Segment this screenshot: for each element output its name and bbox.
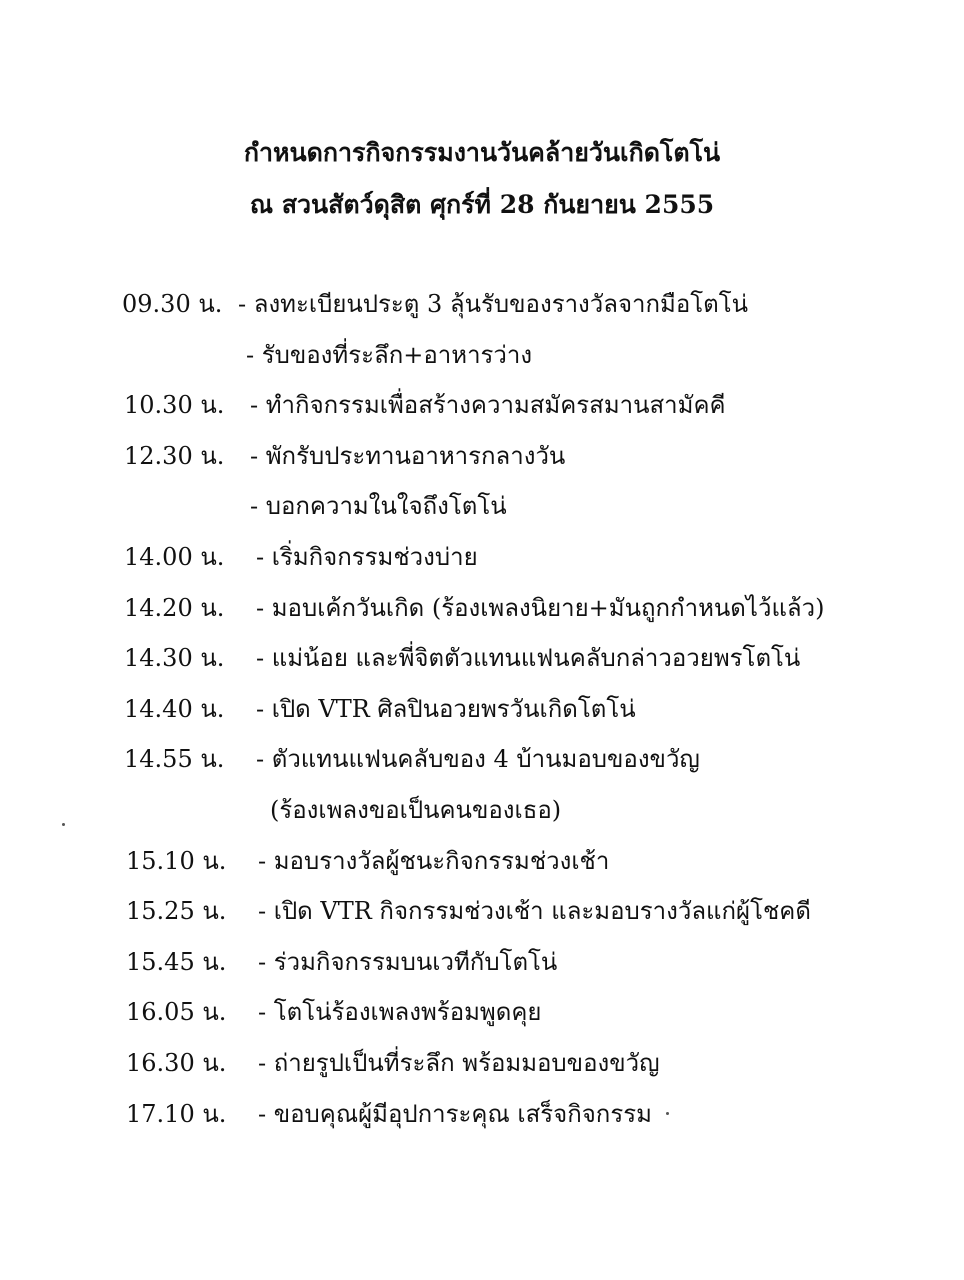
schedule-time: 10.30 น. <box>124 391 225 420</box>
schedule-row <box>0 790 964 841</box>
schedule-row <box>0 537 964 588</box>
schedule-time: 12.30 น. <box>124 441 225 470</box>
schedule-row <box>0 689 964 740</box>
schedule-item: - มอบเค้กวันเกิด (ร้องเพลงนิยาย+มันถูกกำหนดไว้แล้ว) <box>256 593 825 622</box>
schedule-item: - มอบรางวัลผู้ชนะกิจกรรมช่วงเช้า <box>258 846 610 875</box>
schedule-time: 14.20 น. <box>124 593 225 622</box>
schedule-item: (ร้องเพลงขอเป็นคนของเธอ) <box>270 795 562 824</box>
schedule-item: - พักรับประทานอาหารกลางวัน <box>250 441 566 470</box>
schedule-item: - ร่วมกิจกรรมบนเวทีกับโตโน่ <box>258 947 558 976</box>
scan-speck <box>62 823 65 826</box>
schedule-row <box>0 385 964 436</box>
schedule-time: 15.25 น. <box>126 897 227 926</box>
schedule-row <box>0 891 964 942</box>
schedule-row <box>0 284 964 335</box>
schedule-list <box>0 284 964 1144</box>
schedule-row <box>0 739 964 790</box>
schedule-row <box>0 335 964 386</box>
document-subtitle: ณ สวนสัตว์ดุสิต ศุกร์ที่ 28 กันยายน 2555 <box>249 190 715 219</box>
schedule-item: - เปิด VTR กิจกรรมช่วงเช้า และมอบรางวัลแก่ผู้โชคดี <box>258 897 811 926</box>
schedule-row <box>0 841 964 892</box>
schedule-row <box>0 486 964 537</box>
schedule-item: - ขอบคุณผู้มีอุปการะคุณ เสร็จกิจกรรม <box>258 1099 652 1128</box>
schedule-time: 15.10 น. <box>126 846 227 875</box>
schedule-row <box>0 1043 964 1094</box>
schedule-item: - รับของที่ระลึก+อาหารว่าง <box>246 340 533 369</box>
schedule-item: - บอกความในใจถึงโตโน่ <box>250 492 507 521</box>
schedule-time: 16.05 น. <box>126 998 227 1027</box>
schedule-time: 16.30 น. <box>126 1048 227 1077</box>
scan-speck <box>666 1112 669 1115</box>
schedule-time: 17.10 น. <box>126 1099 227 1128</box>
schedule-item: - ลงทะเบียนประตู 3 ลุ้นรับของรางวัลจากมือโตโน่ <box>238 290 749 318</box>
schedule-time: 15.45 น. <box>126 947 227 976</box>
schedule-item: - โตโน่ร้องเพลงพร้อมพูดคุย <box>258 998 542 1027</box>
schedule-item: - เปิด VTR ศิลปินอวยพรวันเกิดโตโน่ <box>256 694 636 723</box>
schedule-item: - ทำกิจกรรมเพื่อสร้างความสมัครสมานสามัคคี <box>250 391 726 420</box>
schedule-row <box>0 1094 964 1145</box>
schedule-row <box>0 588 964 639</box>
schedule-row <box>0 992 964 1043</box>
document-title: กำหนดการกิจกรรมงานวันคล้ายวันเกิดโตโน่ <box>243 138 721 167</box>
schedule-item: - แม่น้อย และพี่จิตตัวแทนแฟนคลับกล่าวอวยพรโตโน่ <box>256 644 801 673</box>
schedule-row <box>0 942 964 993</box>
schedule-time: 14.30 น. <box>124 644 225 673</box>
schedule-time: 09.30 น. <box>122 290 223 318</box>
schedule-time: 14.00 น. <box>124 542 225 571</box>
schedule-item: - ตัวแทนแฟนคลับของ 4 บ้านมอบของขวัญ <box>256 745 700 774</box>
schedule-time: 14.40 น. <box>124 694 225 723</box>
schedule-row <box>0 436 964 487</box>
schedule-item: - เริ่มกิจกรรมช่วงบ่าย <box>256 542 478 571</box>
schedule-row <box>0 638 964 689</box>
schedule-time: 14.55 น. <box>124 745 225 774</box>
schedule-item: - ถ่ายรูปเป็นที่ระลึก พร้อมมอบของขวัญ <box>258 1048 660 1077</box>
